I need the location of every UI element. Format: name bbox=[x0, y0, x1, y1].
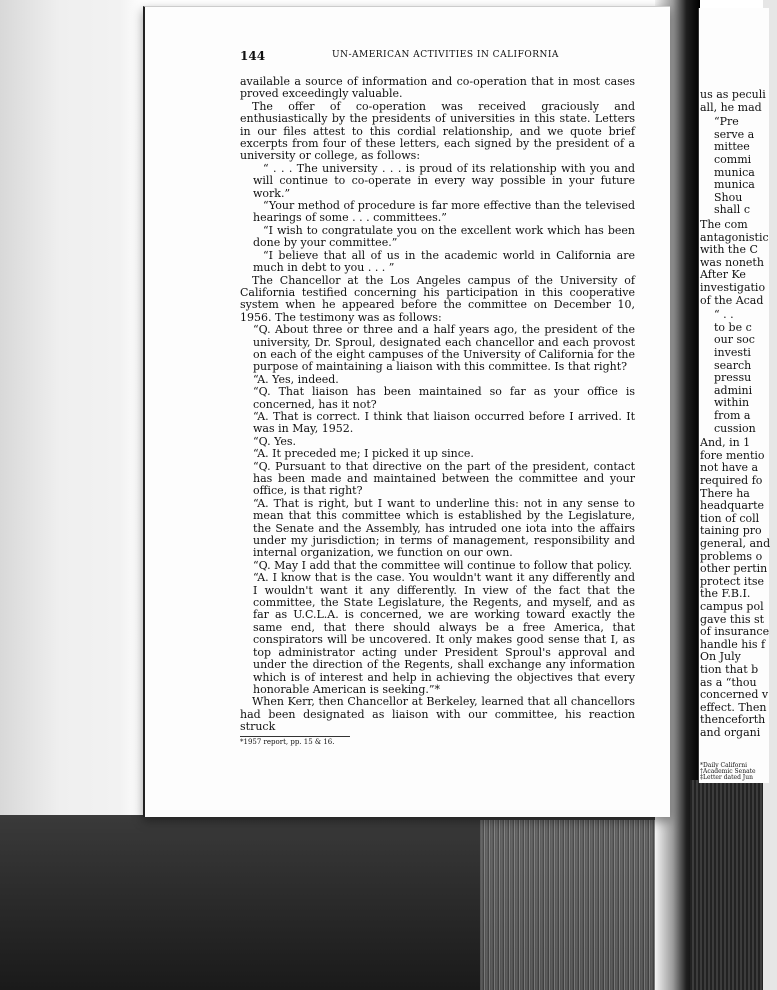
running-head: UN-AMERICAN ACTIVITIES IN CALIFORNIA bbox=[332, 50, 559, 60]
right-page-line: After Ke bbox=[700, 268, 746, 282]
right-page-line: within bbox=[714, 396, 750, 410]
left-page-body bbox=[240, 76, 635, 747]
right-page-line: serve a bbox=[714, 127, 755, 141]
testimony-line: “Q. May I add that the committee will continue to follow that policy. bbox=[253, 558, 632, 572]
scanner-shadow-right bbox=[690, 780, 763, 990]
quote: “I wish to congratulate you on the excellent work which has been done by your committee.” bbox=[253, 223, 635, 250]
right-page-line: investi bbox=[714, 346, 751, 359]
right-page-line: “ . . bbox=[714, 308, 734, 322]
scan-noise bbox=[480, 820, 670, 990]
testimony-line: “A. That is correct. I think that liaison occurred before I arrived. It was in May, 1952. bbox=[253, 409, 635, 436]
right-page-line: us as peculi bbox=[700, 88, 766, 101]
right-page-line: the F.B.I. bbox=[700, 587, 751, 601]
testimony-line: “A. Yes, indeed. bbox=[253, 372, 339, 386]
testimony-line: “Q. Pursuant to that directive on the part of the president, contact has been made and maintained between the committee and your office, is that right? bbox=[253, 459, 635, 498]
testimony bbox=[240, 324, 635, 696]
right-page-line: investigatio bbox=[700, 281, 766, 294]
right-page-line: problems o bbox=[700, 549, 763, 563]
testimony-line: “A. It preceded me; I picked it up since. bbox=[253, 447, 474, 461]
paragraph: The offer of co-operation was received graciously and enthusiastically by the presidents of universities in this state. Letters in our files attest to this cordial relationship, and we quote brief excerpts from four of these letters, each signed by the president of a university or college, as follows: bbox=[240, 99, 635, 163]
right-page-line: thenceforth bbox=[700, 713, 766, 727]
right-page-line: protect itse bbox=[700, 574, 765, 588]
right-page-line: of insurance bbox=[700, 625, 770, 639]
right-page-line: general, and bbox=[700, 537, 771, 550]
right-page-line: handle his f bbox=[700, 637, 766, 651]
testimony-line: “Q. That liaison has been maintained so far as your office is concerned, has it not? bbox=[253, 385, 635, 411]
right-page-line: admini bbox=[714, 383, 753, 397]
right-page-line: of the Acad bbox=[700, 293, 764, 307]
right-page-line: and organi bbox=[700, 726, 761, 739]
right-page-footnote: ‡Letter dated Jun bbox=[700, 774, 753, 781]
testimony-line: “Q. About three or three and a half years ago, the president of the university, Dr. Sproul, designated each chancellor and each provost on each of the eight campuses of the University of California for the purpose of maintaining a liaison with this committee. Is that right? bbox=[253, 323, 635, 374]
right-page-line: other pertin bbox=[700, 562, 768, 576]
footnote: *1957 report, pp. 15 & 16. bbox=[240, 737, 335, 746]
right-page-line: tion that b bbox=[700, 663, 759, 676]
right-page-line: effect. Then bbox=[700, 700, 767, 714]
page-header bbox=[240, 49, 635, 63]
right-page-line: campus pol bbox=[700, 600, 764, 613]
right-page-line: The com bbox=[700, 218, 748, 231]
right-page-line: concerned v bbox=[700, 688, 769, 702]
right-page-line: not have a bbox=[700, 461, 759, 475]
right-page-line: search bbox=[714, 358, 752, 372]
right-page-footnote: *Daily Californi bbox=[700, 762, 748, 769]
right-page-line: commi bbox=[714, 153, 752, 166]
right-page-line: as a “thou bbox=[700, 675, 757, 689]
paragraph: available a source of information and co-operation that in most cases proved exceedingly valuable. bbox=[240, 75, 635, 101]
right-page-line: munica bbox=[714, 165, 755, 179]
right-page-line: fore mentio bbox=[700, 448, 765, 462]
footnote-rule bbox=[240, 736, 350, 737]
quote: “ . . . The university . . . is proud of its relationship with you and will continue to co-operate in every way possible in your future work.” bbox=[253, 161, 635, 200]
right-page-line: “Pre bbox=[714, 115, 739, 129]
right-page-footnote: †Academic Senate bbox=[700, 768, 756, 775]
quote: “I believe that all of us in the academic world in California are much in debt to you . . . ” bbox=[253, 248, 635, 275]
right-page-line: munica bbox=[714, 178, 755, 192]
right-page-line: with the C bbox=[700, 243, 758, 257]
right-page-line: from a bbox=[714, 409, 751, 422]
right-page-line: antagonistic bbox=[700, 230, 769, 244]
page-number: 144 bbox=[240, 49, 266, 63]
right-page-line: taining pro bbox=[700, 524, 762, 538]
right-page-line: gave this st bbox=[700, 612, 765, 626]
right-page-line: our soc bbox=[714, 333, 755, 347]
paragraph: The Chancellor at the Los Angeles campus of the University of California testified concerning his participation in this cooperative system when he appeared before the committee on December 10, 1956. The testimony was as follows: bbox=[240, 273, 635, 324]
testimony-line: “A. That is right, but I want to underline this: not in any sense to mean that this committee which is established by the Legislature, the Senate and the Assembly, has intruded one iota into the affairs under my jurisdiction; in terms of management, responsibility and internal organization, we function on our own. bbox=[253, 496, 635, 560]
letter-quotes bbox=[240, 163, 635, 275]
right-page-line: tion of coll bbox=[700, 511, 760, 525]
quote: “Your method of procedure is far more effective than the televised hearings of some . . . committees.” bbox=[253, 199, 635, 225]
right-page-line: headquarte bbox=[700, 499, 765, 513]
testimony-line: “A. I know that is the case. You wouldn't want it any differently and I wouldn't want it any differently. In view of the fact that the committee, the State Legislature, the Regents, and myself, and as far as U.C.L.A. is concerned, we are working toward exactly the same end, that there should always be a free America, that conspirators will be uncovered. It only makes good sense that I, as top administrator acting under President Sproul's approval and under the direction of the Regents, shall exchange any information which is of interest and help in achieving the objectives that every honorable American is seeking.”* bbox=[253, 571, 635, 696]
right-page-line: On July bbox=[700, 650, 741, 664]
right-page-line: And, in 1 bbox=[700, 436, 751, 450]
paragraph: When Kerr, then Chancellor at Berkeley, learned that all chancellors had been designated as liaison with our committee, his reaction struck bbox=[240, 695, 635, 734]
testimony-line: “Q. Yes. bbox=[253, 434, 297, 448]
right-page-line: was noneth bbox=[700, 255, 764, 269]
right-page-line: Shou bbox=[714, 190, 743, 204]
right-page-line: shall c bbox=[714, 203, 750, 217]
right-page-line: required fo bbox=[700, 474, 763, 487]
right-page-line: to be c bbox=[714, 320, 752, 334]
right-page-line: mittee bbox=[714, 140, 750, 154]
right-page-line: all, he mad bbox=[700, 100, 762, 114]
right-page-line: cussion bbox=[714, 421, 756, 435]
right-page-line: pressu bbox=[714, 371, 752, 385]
right-page-line: There ha bbox=[700, 486, 750, 500]
